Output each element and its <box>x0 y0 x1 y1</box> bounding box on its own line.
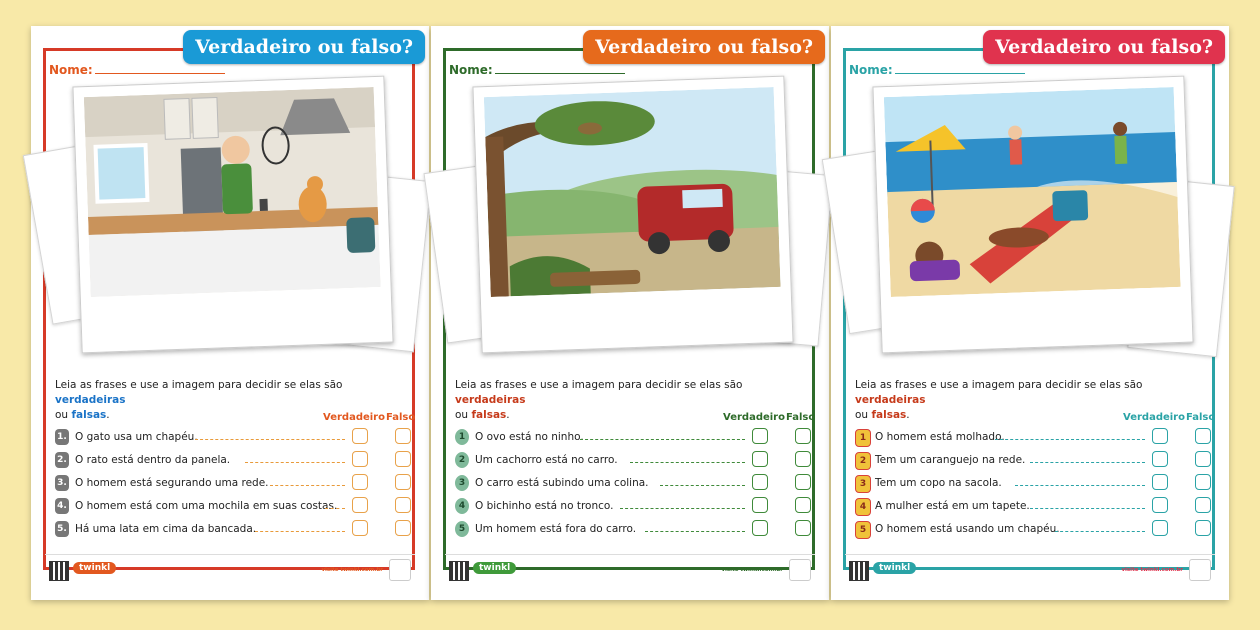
question-row <box>855 474 1215 496</box>
instructions-false-word: falsas <box>471 409 507 421</box>
worksheet-title: Verdadeiro ou falso? <box>183 30 425 64</box>
answer-dash-line <box>270 485 345 486</box>
question-number: 5 <box>855 521 871 539</box>
instructions-connector: ou <box>855 409 869 421</box>
name-label: Nome: <box>449 63 493 77</box>
question-number: 3 <box>455 475 469 491</box>
qr-code-icon <box>849 561 869 581</box>
false-checkbox[interactable] <box>395 428 411 444</box>
instructions-end: . <box>106 409 110 421</box>
name-underline <box>95 63 225 74</box>
question-text: Tem um copo na sacola. <box>875 477 1002 489</box>
instructions-end: . <box>506 409 510 421</box>
answer-dash-line <box>660 485 745 486</box>
visit-url: visite twinkl.com.br <box>721 567 783 573</box>
question-number: 3 <box>855 475 871 493</box>
question-number: 2 <box>855 452 871 470</box>
twinkl-logo: twinkl <box>473 562 516 574</box>
scene-photo <box>72 76 393 354</box>
question-number: 1 <box>855 429 871 447</box>
answer-dash-line <box>1015 485 1145 486</box>
true-checkbox[interactable] <box>752 451 768 467</box>
question-row <box>55 428 415 450</box>
name-field[interactable] <box>49 63 225 77</box>
false-checkbox[interactable] <box>795 497 811 513</box>
false-checkbox[interactable] <box>1195 451 1211 467</box>
instructions-text: Leia as frases e use a imagem para decidir se elas são <box>455 379 743 391</box>
answer-dash-line <box>325 508 345 509</box>
worksheet-kitchen <box>31 26 429 600</box>
beach-scene <box>884 87 1181 297</box>
question-number: 3. <box>55 475 69 491</box>
question-text: Tem um caranguejo na rede. <box>875 454 1026 466</box>
instructions-connector: ou <box>55 409 69 421</box>
instructions-false-word: falsas <box>871 409 907 421</box>
false-checkbox[interactable] <box>1195 428 1211 444</box>
twinkl-logo: twinkl <box>73 562 116 574</box>
false-checkbox[interactable] <box>795 428 811 444</box>
question-row <box>455 474 815 496</box>
question-row <box>55 451 415 473</box>
question-text: O homem está usando um chapéu. <box>875 523 1060 535</box>
question-number: 5. <box>55 521 69 537</box>
question-text: O rato está dentro da panela. <box>75 454 231 466</box>
true-checkbox[interactable] <box>752 497 768 513</box>
answer-dash-line <box>645 531 745 532</box>
question-number: 5 <box>455 521 469 537</box>
question-text: O gato usa um chapéu. <box>75 431 198 443</box>
question-number: 4. <box>55 498 69 514</box>
worksheet-title: Verdadeiro ou falso? <box>983 30 1225 64</box>
name-label: Nome: <box>849 63 893 77</box>
true-checkbox[interactable] <box>1152 520 1168 536</box>
true-checkbox[interactable] <box>352 497 368 513</box>
question-row <box>455 497 815 519</box>
question-number: 1 <box>455 429 469 445</box>
true-checkbox[interactable] <box>352 474 368 490</box>
instructions-true-word: verdadeiras <box>855 394 926 406</box>
answer-dash-line <box>245 462 345 463</box>
scene-photo <box>472 76 793 354</box>
false-checkbox[interactable] <box>1195 474 1211 490</box>
answer-dash-line <box>195 439 345 440</box>
question-text: O carro está subindo uma colina. <box>475 477 649 489</box>
question-row <box>455 520 815 542</box>
name-field[interactable] <box>449 63 625 77</box>
answer-dash-line <box>995 439 1145 440</box>
false-checkbox[interactable] <box>795 520 811 536</box>
answer-dash-line <box>255 531 345 532</box>
question-text: Um homem está fora do carro. <box>475 523 637 535</box>
false-checkbox[interactable] <box>395 474 411 490</box>
kitchen-scene <box>84 87 381 297</box>
false-checkbox[interactable] <box>395 520 411 536</box>
column-header-true: Verdadeiro <box>323 412 385 423</box>
question-number: 2. <box>55 452 69 468</box>
question-text: O homem está segurando uma rede. <box>75 477 269 489</box>
answer-dash-line <box>1055 531 1145 532</box>
worksheet-beach <box>831 26 1229 600</box>
qr-code-icon <box>49 561 69 581</box>
instructions-true-word: verdadeiras <box>455 394 526 406</box>
true-checkbox[interactable] <box>352 520 368 536</box>
visit-url: visite twinkl.com.br <box>1121 567 1183 573</box>
question-number: 4 <box>455 498 469 514</box>
answer-dash-line <box>580 439 745 440</box>
visit-url: visite twinkl.com.br <box>321 567 383 573</box>
true-checkbox[interactable] <box>752 474 768 490</box>
question-row <box>855 520 1215 542</box>
sheet-footer <box>445 554 815 583</box>
question-row <box>855 497 1215 519</box>
true-checkbox[interactable] <box>1152 451 1168 467</box>
false-checkbox[interactable] <box>1195 520 1211 536</box>
column-header-true: Verdadeiro <box>1123 412 1185 423</box>
question-text: Há uma lata em cima da bancada. <box>75 523 257 535</box>
true-checkbox[interactable] <box>352 451 368 467</box>
instructions-end: . <box>906 409 910 421</box>
answer-dash-line <box>630 462 745 463</box>
answer-dash-line <box>1030 508 1145 509</box>
question-number: 4 <box>855 498 871 516</box>
question-number: 2 <box>455 452 469 468</box>
answer-dash-line <box>1030 462 1145 463</box>
instructions-connector: ou <box>455 409 469 421</box>
name-underline <box>895 63 1025 74</box>
question-row <box>55 520 415 542</box>
instructions-false-word: falsas <box>71 409 107 421</box>
qr-code-icon <box>449 561 469 581</box>
question-text: A mulher está em um tapete. <box>875 500 1030 512</box>
question-row <box>855 428 1215 450</box>
true-checkbox[interactable] <box>1152 497 1168 513</box>
column-header-false: Falso <box>386 412 416 423</box>
question-text: O ovo está no ninho. <box>475 431 584 443</box>
question-row <box>455 451 815 473</box>
true-checkbox[interactable] <box>752 428 768 444</box>
false-checkbox[interactable] <box>795 451 811 467</box>
false-checkbox[interactable] <box>395 451 411 467</box>
question-number: 1. <box>55 429 69 445</box>
quality-badge-icon <box>1189 559 1211 581</box>
question-row <box>55 497 415 519</box>
quality-badge-icon <box>789 559 811 581</box>
quality-badge-icon <box>389 559 411 581</box>
question-text: O bichinho está no tronco. <box>475 500 614 512</box>
twinkl-logo: twinkl <box>873 562 916 574</box>
answer-dash-line <box>620 508 745 509</box>
question-text: Um cachorro está no carro. <box>475 454 618 466</box>
false-checkbox[interactable] <box>795 474 811 490</box>
question-row <box>855 451 1215 473</box>
question-text: O homem está molhado. <box>875 431 1005 443</box>
name-label: Nome: <box>49 63 93 77</box>
true-checkbox[interactable] <box>1152 428 1168 444</box>
name-underline <box>495 63 625 74</box>
column-header-false: Falso <box>786 412 816 423</box>
question-row <box>455 428 815 450</box>
sheet-footer <box>845 554 1215 583</box>
column-header-true: Verdadeiro <box>723 412 785 423</box>
instructions-true-word: verdadeiras <box>55 394 126 406</box>
worksheet-countryside <box>431 26 829 600</box>
column-header-false: Falso <box>1186 412 1216 423</box>
true-checkbox[interactable] <box>752 520 768 536</box>
name-field[interactable] <box>849 63 1025 77</box>
sheet-footer <box>45 554 415 583</box>
countryside-scene <box>484 87 781 297</box>
worksheet-title: Verdadeiro ou falso? <box>583 30 825 64</box>
true-checkbox[interactable] <box>1152 474 1168 490</box>
question-row <box>55 474 415 496</box>
instructions-text: Leia as frases e use a imagem para decidir se elas são <box>855 379 1143 391</box>
instructions-text: Leia as frases e use a imagem para decidir se elas são <box>55 379 343 391</box>
question-text: O homem está com uma mochila em suas costas. <box>75 500 338 512</box>
scene-photo <box>872 76 1193 354</box>
true-checkbox[interactable] <box>352 428 368 444</box>
false-checkbox[interactable] <box>395 497 411 513</box>
false-checkbox[interactable] <box>1195 497 1211 513</box>
